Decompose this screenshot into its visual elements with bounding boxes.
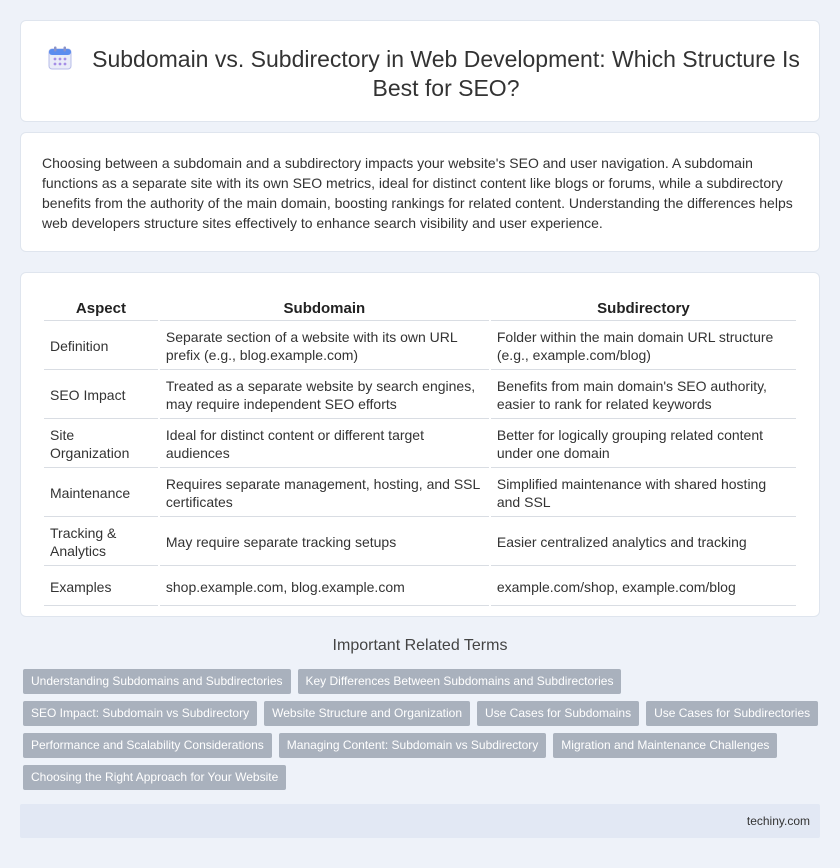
related-term-tag[interactable]: Performance and Scalability Considerations — [23, 733, 272, 758]
table-header-row — [44, 296, 796, 321]
table-row — [44, 519, 796, 566]
cell-subdomain: Separate section of a website with its own URL prefix (e.g., blog.example.com) — [160, 323, 489, 370]
cell-subdirectory: Better for logically grouping related content under one domain — [491, 421, 796, 468]
cell-subdomain: Treated as a separate website by search engines, may require independent SEO efforts — [160, 372, 489, 419]
intro-paragraph: Choosing between a subdomain and a subdirectory impacts your website's SEO and user navigation. A subdomain functions as a separate site with its own SEO metrics, ideal for distinct content like blogs or forums, while a subdirectory benefits from the authority of the main domain, boosting rankings for related content. Understanding the differences helps web developers structure sites effectively to enhance search visibility and user experience. — [42, 155, 793, 231]
related-term-tag[interactable]: Website Structure and Organization — [264, 701, 470, 726]
calendar-icon — [47, 45, 73, 71]
related-term-tag[interactable]: Choosing the Right Approach for Your Website — [23, 765, 286, 790]
table-row — [44, 568, 796, 606]
page-title: Subdomain vs. Subdirectory in Web Development: Which Structure Is Best for SEO? — [92, 46, 800, 101]
cell-subdomain: shop.example.com, blog.example.com — [160, 568, 489, 606]
comparison-table-card — [20, 272, 820, 617]
header-aspect: Aspect — [44, 296, 158, 321]
related-term-tag[interactable]: SEO Impact: Subdomain vs Subdirectory — [23, 701, 257, 726]
header-subdomain: Subdomain — [160, 296, 489, 321]
table-row — [44, 421, 796, 468]
table-row — [44, 372, 796, 419]
related-terms-list — [23, 669, 813, 797]
header-subdirectory: Subdirectory — [491, 296, 796, 321]
related-term-tag[interactable]: Use Cases for Subdirectories — [646, 701, 818, 726]
cell-subdomain: Requires separate management, hosting, and SSL certificates — [160, 470, 489, 517]
cell-subdomain: May require separate tracking setups — [160, 519, 489, 566]
related-term-tag[interactable]: Managing Content: Subdomain vs Subdirectory — [279, 733, 546, 758]
header-card — [20, 20, 820, 122]
related-terms-heading: Important Related Terms — [332, 637, 508, 654]
cell-subdirectory: Benefits from main domain's SEO authority, easier to rank for related keywords — [491, 372, 796, 419]
cell-aspect: SEO Impact — [44, 372, 158, 419]
cell-aspect: Tracking & Analytics — [44, 519, 158, 566]
related-term-tag[interactable]: Key Differences Between Subdomains and Subdirectories — [298, 669, 622, 694]
footer-brand[interactable]: techiny.com — [746, 814, 810, 828]
table-row — [44, 470, 796, 517]
cell-aspect: Definition — [44, 323, 158, 370]
related-term-tag[interactable]: Understanding Subdomains and Subdirectories — [23, 669, 291, 694]
cell-subdirectory: Simplified maintenance with shared hosting and SSL — [491, 470, 796, 517]
cell-aspect: Examples — [44, 568, 158, 606]
cell-subdirectory: example.com/shop, example.com/blog — [491, 568, 796, 606]
intro-card — [20, 132, 820, 252]
cell-subdirectory: Folder within the main domain URL structure (e.g., example.com/blog) — [491, 323, 796, 370]
footer — [20, 804, 820, 838]
comparison-table — [42, 294, 798, 608]
cell-aspect: Site Organization — [44, 421, 158, 468]
related-term-tag[interactable]: Use Cases for Subdomains — [477, 701, 639, 726]
cell-aspect: Maintenance — [44, 470, 158, 517]
related-term-tag[interactable]: Migration and Maintenance Challenges — [553, 733, 777, 758]
cell-subdomain: Ideal for distinct content or different target audiences — [160, 421, 489, 468]
table-row — [44, 323, 796, 370]
cell-subdirectory: Easier centralized analytics and tracking — [491, 519, 796, 566]
